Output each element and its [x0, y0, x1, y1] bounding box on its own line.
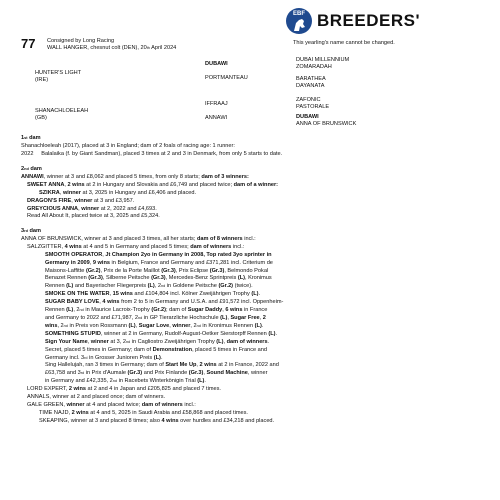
pedigree-sire-origin: (IRE) [35, 77, 49, 83]
third-dam-line: £63,758 and 3rd in Prix d'Aumale (Gr.3) and Prix Finlande (Gr.3), Sound Machine, winner [45, 370, 268, 377]
third-dam-line: LORD EXPERT, 2 wins at 2 and 4 in Japan and £205,825 and placed 7 times. [27, 386, 221, 393]
second-dam-line: ANNAWI, winner at 3 and £8,062 and placed 5 times, from only 8 starts; dam of 3 winners: [21, 173, 249, 180]
third-dam-line: SKEAPING, winner at 3 and placed 8 times; also 4 wins over hurdles and £34,218 and placed. [39, 417, 275, 424]
second-dam-line: SWEET ANNA, 2 wins at 2 in Hungary and Slovakia and £6,749 and placed twice; dam of a winner: [27, 181, 279, 188]
second-dam-line: Read All About It, placed twice at 3, 2025 and £5,324. [27, 213, 160, 220]
first-dam-heading: 1st dam [21, 135, 41, 141]
third-dam-line: in Germany and £42,335, 2nd in Racebets Winterkönigin Trial (L). [45, 378, 206, 385]
third-dam-line: SALZGITTER, 4 wins at 4 and 5 in Germany and placed 5 times; dam of winners incl.: [27, 243, 245, 250]
third-dam-heading: 3rd dam [21, 228, 41, 234]
pedigree-dd: ANNAWI [205, 115, 228, 121]
logo-text: BREEDERS' [317, 11, 421, 30]
pedigree-sd: PORTMANTEAU [205, 75, 248, 81]
third-dam-line: TIME NAJD, 2 wins at 4 and 5, 2025 in Saudi Arabia and £58,868 and placed times. [39, 409, 248, 416]
pedigree-ddd: ANNA OF BRUNSWICK [296, 121, 357, 127]
pedigree-sds: BARATHEA [296, 76, 326, 82]
pedigree-dam: SHANACHLOELEAH [35, 108, 89, 114]
pedigree-dam-origin: (GB) [35, 115, 47, 121]
third-dam-line: SMOKE ON THE WATER, 15 wins and £104,804 incl. Kölner Zweijährigen Trophy (L). [45, 291, 261, 298]
horse-description: WALL HANGER, chesnut colt (DEN), 20th April 2024 [47, 45, 177, 51]
first-dam-line: Shanachloeleah (2017), placed at 3 in England; dam of 2 foals of racing age: 1 runner: [21, 142, 235, 149]
third-dam-line: SOMETHING STUPID, winner at 2 in Germany, Rudolf-August-Oetker Sierstorpff Rennen (L). [45, 330, 278, 337]
third-dam-section [21, 228, 482, 426]
second-dam-heading: 2nd dam [21, 166, 42, 172]
pedigree-ssd: ZOMARADAH [296, 64, 332, 70]
pedigree-dsd: PASTORALE [296, 104, 330, 110]
pedigree-sss: DUBAI MILLENNIUM [296, 57, 350, 63]
first-dam-section [21, 135, 482, 159]
pedigree-sdd: DAYANATA [296, 83, 325, 89]
third-dam-line: Sing Hallelujah, ran 3 times in Germany; dam of Start Me Up, 2 wins at 2 in France, 2022 and [45, 362, 279, 369]
ebf-badge-icon [286, 8, 312, 34]
logo-abbr: EBF [293, 11, 305, 17]
pedigree-ds: IFFRAAJ [205, 101, 228, 107]
third-dam-line: Rennen (L), 2nd in Maurice Lacroix-Trophy (Gr.2); dam of Sugar Daddy, 6 wins in France [45, 307, 268, 314]
name-note: This yearling's name cannot be changed. [293, 40, 395, 46]
first-dam-line: 2022 Balalaika (f. by Giant Sandman), placed 3 times at 2 and 3 in Denmark, from only 5 starts to date. [21, 150, 283, 157]
pedigree-sire: HUNTER'S LIGHT [35, 70, 82, 76]
third-dam-line: ANNA OF BRUNSWICK, winner at 3 and placed 3 times, all her starts; dam of 8 winners incl.: [21, 235, 256, 242]
pedigree-ss: DUBAWI [205, 61, 228, 67]
pedigree-dds: DUBAWI [296, 114, 319, 120]
third-dam-line: Benazet Rennen (Gr.3), Silberne Peitsche (Gr.3), Mercedes-Benz Sprintpreis (L), Kronimus [45, 275, 272, 282]
third-dam-line: Secret, placed 5 times in Germany; dam of Demonstration, placed 5 times in France and [45, 346, 267, 353]
third-dam-line: Rennen (L) and Bayerischer Fliegerpreis (L), 2nd in Goldene Peitsche (Gr.2) (twice). [45, 283, 253, 290]
third-dam-line: Germany incl. 3rd in Grosser Junioren Preis (L). [45, 354, 163, 361]
consignor: Consigned by Long Racing [47, 38, 115, 44]
third-dam-line: ANNALS, winner at 2 and placed once; dam of winners. [27, 394, 166, 401]
third-dam-line: wins, 2nd in Preis von Rossmann (L), Sugar Love, winner, 2nd in Kronimus Rennen (L). [45, 322, 264, 329]
third-dam-line: Germany in 2009, 9 wins in Belgium, France and Germany and £371,281 incl. Criterium de [45, 259, 273, 266]
second-dam-line: SZIKRA, winner at 3, 2025 in Hungary and £6,406 and placed. [39, 189, 197, 196]
third-dam-line: Maisons-Laffitte (Gr.2), Prix de la Porte Maillot (Gr.3), Prix Eclipse (Gr.3), Belmondo Pokal [45, 267, 269, 274]
horse-head-icon [290, 18, 308, 32]
ebf-breeders-logo [286, 8, 482, 36]
third-dam-line: SUGAR BABY LOVE, 4 wins from 2 to 5 in Germany and U.S.A. and £91,572 incl. Oppenheim- [45, 299, 284, 306]
lot-number: 77 [21, 36, 36, 51]
second-dam-line: DRAGON'S FIRE, winner at 3 and £3,957. [27, 197, 135, 204]
third-dam-line: and Germany to 2022 and £71,987, 2nd in GP Tierarzliche Hochschule (L), Sugar Free, 2 [45, 314, 266, 321]
pedigree-dss: ZAFONIC [296, 97, 321, 103]
second-dam-line: GREYCIOUS ANNA, winner at 2, 2022 and £4,693. [27, 205, 157, 212]
third-dam-line: Sign Your Name, winner at 3, 2nd in Cagliostro Zweijährigen Trophy (L), dam of winners. [45, 338, 270, 345]
third-dam-line: SMOOTH OPERATOR, Jt Champion 2yo in Germany in 2008, Top rated 3yo sprinter in [45, 251, 272, 258]
second-dam-section [21, 166, 482, 221]
third-dam-line: GALE GREEN, winner at 4 and placed twice; dam of winners incl.: [27, 401, 196, 408]
